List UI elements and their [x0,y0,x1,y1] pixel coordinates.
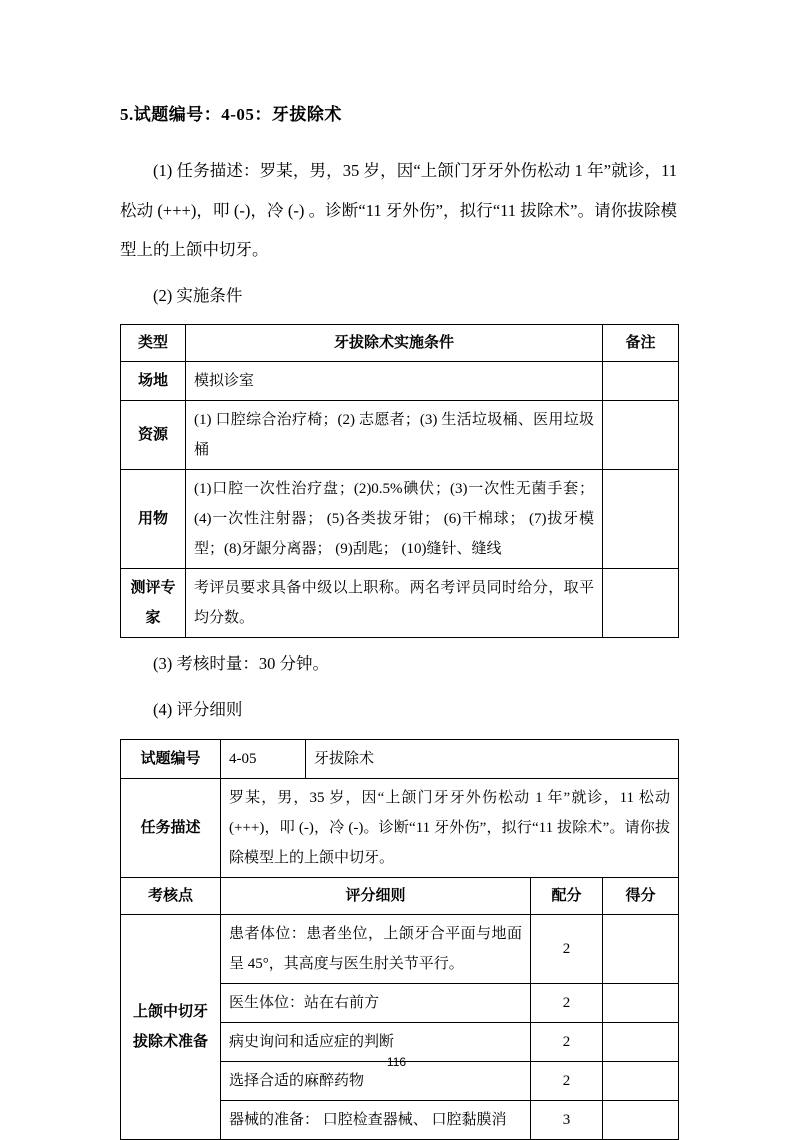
table-row [121,914,679,983]
row-content: 模拟诊室 [186,362,603,401]
allocated-score: 2 [531,914,603,983]
task-description-paragraph: (1) 任务描述：罗某，男，35 岁，因“上颌门牙牙外伤松动 1 年”就诊，11 松动 (+++)，叩 (-)，冷 (-) 。诊断“11 牙外伤”，拟行“11 拔除术”。请你拔除模型上的上颌中切牙。 [120,161,677,260]
allocated-score: 3 [531,1100,603,1139]
subsection-implementation-heading: (2) 实施条件 [153,285,243,305]
table-header-row [121,877,679,914]
task-description-label: 任务描述 [121,778,221,877]
table-row [121,470,679,569]
row-type-label: 测评专家 [121,569,186,638]
scoring-rules-table [120,739,679,1140]
allocated-score: 2 [531,1061,603,1100]
row-content: (1)口腔一次性治疗盘；(2)0.5%碘伏；(3)一次性无菌手套；(4)一次性注射器； (5)各类拔牙钳； (6)干棉球； (7)拔牙模型；(8)牙龈分离器； (9)刮匙； (10)缝针、缝线 [186,470,603,569]
scoring-detail: 医生体位：站在右前方 [221,983,531,1022]
header-cell-earned-score: 得分 [603,877,679,914]
subsection-time-line: (3) 考核时量：30 分钟。 [153,654,329,674]
earned-score [603,1100,679,1139]
page-number: 116 [386,1055,407,1069]
table-row [121,778,679,877]
implementation-conditions-table [120,324,679,638]
header-cell-scoring-detail: 评分细则 [221,877,531,914]
allocated-score: 2 [531,983,603,1022]
exam-name-value: 牙拔除术 [306,739,679,778]
row-note [603,569,679,638]
row-note [603,362,679,401]
assessment-group-label: 上颌中切牙拔除术准备 [121,914,221,1139]
header-cell-note: 备注 [603,325,679,362]
row-type-label: 用物 [121,470,186,569]
row-type-label: 场地 [121,362,186,401]
subsection-scoring-heading: (4) 评分细则 [153,700,243,720]
table-header-row [121,325,679,362]
exam-code-label: 试题编号 [121,739,221,778]
table-row [121,569,679,638]
exam-code-value: 4-05 [221,739,306,778]
header-cell-conditions: 牙拔除术实施条件 [186,325,603,362]
earned-score [603,983,679,1022]
header-cell-allocated-score: 配分 [531,877,603,914]
row-note [603,401,679,470]
allocated-score: 2 [531,1022,603,1061]
row-content: 考评员要求具备中级以上职称。两名考评员同时给分，取平均分数。 [186,569,603,638]
header-cell-type: 类型 [121,325,186,362]
page-title: 5.试题编号：4-05：牙拔除术 [120,105,342,124]
header-cell-assessment-point: 考核点 [121,877,221,914]
row-type-label: 资源 [121,401,186,470]
task-description-value: 罗某，男，35 岁，因“上颌门牙牙外伤松动 1 年”就诊，11 松动 (+++)，叩 (-)，冷 (-)。诊断“11 牙外伤”，拟行“11 拔除术”。请你拔除模型上的上颌中切牙。 [221,778,679,877]
row-content: (1) 口腔综合治疗椅；(2) 志愿者；(3) 生活垃圾桶、医用垃圾桶 [186,401,603,470]
scoring-detail: 患者体位：患者坐位，上颌牙合平面与地面呈 45°，其高度与医生肘关节平行。 [221,914,531,983]
table-row [121,362,679,401]
scoring-detail: 器械的准备： 口腔检查器械、 口腔黏膜消 [221,1100,531,1139]
scoring-detail: 病史询问和适应症的判断 [221,1022,531,1061]
scoring-detail: 选择合适的麻醉药物 [221,1061,531,1100]
table-row [121,739,679,778]
earned-score [603,914,679,983]
table-row [121,401,679,470]
row-note [603,470,679,569]
